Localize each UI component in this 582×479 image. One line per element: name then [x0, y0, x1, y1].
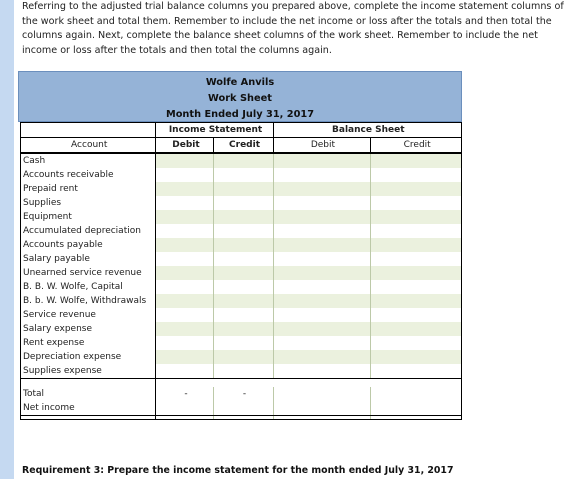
final-is-credit-input[interactable] [214, 416, 273, 420]
table-row [21, 322, 462, 336]
total-bs-debit-input[interactable] [273, 387, 371, 401]
instructions-text: Referring to the adjusted trial balance columns you prepared above, complete the income statement columns of the work sheet and total them. Remember to include the net income or loss after the totals and then total the columns again. Next, complete the balance sheet columns of the work sheet. Remember to include the net income or loss after the totals and then total the columns again. [22, 1, 564, 56]
bs-credit-input[interactable] [371, 308, 462, 322]
bs-credit-input[interactable] [371, 153, 462, 168]
group-header-row [21, 123, 462, 138]
blank-header-cell [21, 123, 156, 138]
is-debit-input[interactable] [156, 153, 214, 168]
is-credit-input[interactable] [214, 153, 273, 168]
is-debit-input[interactable] [156, 350, 214, 364]
is-credit-input[interactable] [214, 266, 273, 280]
net-income-is-credit-input[interactable] [214, 401, 273, 416]
bs-debit-input[interactable] [273, 182, 371, 196]
is-debit-input[interactable] [156, 182, 214, 196]
balance-sheet-header: Balance Sheet [273, 123, 461, 138]
table-row [21, 266, 462, 280]
is-credit-input[interactable] [214, 182, 273, 196]
account-name: Supplies expense [21, 364, 156, 379]
is-credit-input[interactable] [214, 364, 273, 379]
is-debit-input[interactable] [156, 238, 214, 252]
account-name: Service revenue [21, 308, 156, 322]
bs-debit-input[interactable] [273, 350, 371, 364]
is-debit-input[interactable] [156, 322, 214, 336]
table-row [21, 238, 462, 252]
account-name: Accounts payable [21, 238, 156, 252]
total-label: Total [21, 387, 156, 401]
table-row [21, 224, 462, 238]
is-debit-input[interactable] [156, 364, 214, 379]
bs-credit-input[interactable] [371, 322, 462, 336]
bs-debit-input[interactable] [273, 280, 371, 294]
bs-credit-input[interactable] [371, 294, 462, 308]
account-name: Rent expense [21, 336, 156, 350]
spacer-cell [371, 379, 462, 388]
is-credit-input[interactable] [214, 238, 273, 252]
bs-debit-input[interactable] [273, 168, 371, 182]
account-name: Salary payable [21, 252, 156, 266]
is-debit-column-header: Debit [156, 138, 214, 154]
bs-debit-input[interactable] [273, 153, 371, 168]
account-column-header: Account [21, 138, 156, 154]
is-debit-input[interactable] [156, 308, 214, 322]
company-name: Wolfe Anvils [205, 77, 275, 88]
bs-debit-input[interactable] [273, 308, 371, 322]
is-credit-input[interactable] [214, 308, 273, 322]
net-income-row [21, 401, 462, 416]
bs-debit-input[interactable] [273, 238, 371, 252]
spacer-cell [214, 379, 273, 388]
spacer-cell [21, 379, 156, 388]
is-credit-input[interactable] [214, 168, 273, 182]
net-income-is-debit-input[interactable] [156, 401, 214, 416]
table-row [21, 294, 462, 308]
total-is-debit-input[interactable]: - [156, 387, 214, 401]
bs-debit-input[interactable] [273, 322, 371, 336]
account-name: Unearned service revenue [21, 266, 156, 280]
is-debit-input[interactable] [156, 266, 214, 280]
account-name: Depreciation expense [21, 350, 156, 364]
requirement-3-heading: Requirement 3: Prepare the income statement for the month ended July 31, 2017 [22, 465, 454, 476]
net-income-bs-credit-input[interactable] [371, 401, 462, 416]
is-debit-input[interactable] [156, 280, 214, 294]
account-name: Supplies [21, 196, 156, 210]
net-income-label: Net income [21, 401, 156, 416]
total-is-credit-input[interactable]: - [214, 387, 273, 401]
bs-debit-input[interactable] [273, 266, 371, 280]
is-debit-input[interactable] [156, 336, 214, 350]
spacer-cell [273, 379, 371, 388]
bs-credit-input[interactable] [371, 252, 462, 266]
bs-debit-input[interactable] [273, 336, 371, 350]
bs-credit-input[interactable] [371, 336, 462, 350]
bs-credit-input[interactable] [371, 182, 462, 196]
account-name: Accumulated depreciation [21, 224, 156, 238]
table-row [21, 168, 462, 182]
income-statement-header: Income Statement [156, 123, 273, 138]
is-debit-input[interactable] [156, 168, 214, 182]
table-row [21, 210, 462, 224]
is-credit-input[interactable] [214, 294, 273, 308]
bs-debit-input[interactable] [273, 294, 371, 308]
bs-credit-input[interactable] [371, 280, 462, 294]
table-row [21, 350, 462, 364]
column-header-row [21, 138, 462, 154]
final-total-row [21, 416, 462, 420]
is-debit-input[interactable] [156, 196, 214, 210]
final-is-debit-input[interactable] [156, 416, 214, 420]
is-credit-input[interactable] [214, 196, 273, 210]
work-sheet [18, 71, 462, 451]
account-name: B. b. W. Wolfe, Withdrawals [21, 294, 156, 308]
bs-credit-input[interactable] [371, 350, 462, 364]
bs-credit-input[interactable] [371, 210, 462, 224]
table-row [21, 336, 462, 350]
bs-debit-input[interactable] [273, 196, 371, 210]
work-sheet-grid [20, 122, 462, 420]
is-credit-column-header: Credit [214, 138, 273, 154]
account-name: Accounts receivable [21, 168, 156, 182]
is-credit-input[interactable] [214, 280, 273, 294]
table-row [21, 364, 462, 379]
is-debit-input[interactable] [156, 210, 214, 224]
account-name: Prepaid rent [21, 182, 156, 196]
total-bs-credit-input[interactable] [371, 387, 462, 401]
is-debit-input[interactable] [156, 252, 214, 266]
spacer-row [21, 379, 462, 388]
is-credit-input[interactable] [214, 224, 273, 238]
account-name: B. B. W. Wolfe, Capital [21, 280, 156, 294]
bs-credit-input[interactable] [371, 196, 462, 210]
account-name: Salary expense [21, 322, 156, 336]
is-credit-input[interactable] [214, 322, 273, 336]
bs-credit-input[interactable] [371, 224, 462, 238]
is-credit-input[interactable] [214, 336, 273, 350]
bs-credit-input[interactable] [371, 364, 462, 379]
left-margin-bar [0, 0, 14, 479]
account-name: Equipment [21, 210, 156, 224]
bs-debit-input[interactable] [273, 210, 371, 224]
is-debit-input[interactable] [156, 224, 214, 238]
final-total-label [21, 416, 156, 420]
bs-debit-input[interactable] [273, 364, 371, 379]
work-sheet-header [18, 71, 462, 122]
bs-credit-input[interactable] [371, 266, 462, 280]
bs-debit-input[interactable] [273, 224, 371, 238]
table-row [21, 196, 462, 210]
bs-credit-input[interactable] [371, 168, 462, 182]
bs-credit-input[interactable] [371, 238, 462, 252]
bs-debit-input[interactable] [273, 252, 371, 266]
bs-debit-column-header: Debit [273, 138, 371, 154]
table-row [21, 182, 462, 196]
total-row [21, 387, 462, 401]
account-name: Cash [21, 153, 156, 168]
table-row [21, 252, 462, 266]
is-credit-input[interactable] [214, 350, 273, 364]
final-bs-credit-input[interactable] [371, 416, 462, 420]
is-credit-input[interactable] [214, 252, 273, 266]
net-income-bs-debit-input[interactable] [273, 401, 371, 416]
table-row [21, 308, 462, 322]
table-row [21, 280, 462, 294]
table-row [21, 153, 462, 168]
work-sheet-title: Work Sheet [208, 93, 272, 104]
bs-credit-column-header: Credit [371, 138, 462, 154]
is-credit-input[interactable] [214, 210, 273, 224]
is-debit-input[interactable] [156, 294, 214, 308]
work-sheet-period: Month Ended July 31, 2017 [165, 109, 315, 120]
final-bs-debit-input[interactable] [273, 416, 371, 420]
spacer-cell [156, 379, 214, 388]
